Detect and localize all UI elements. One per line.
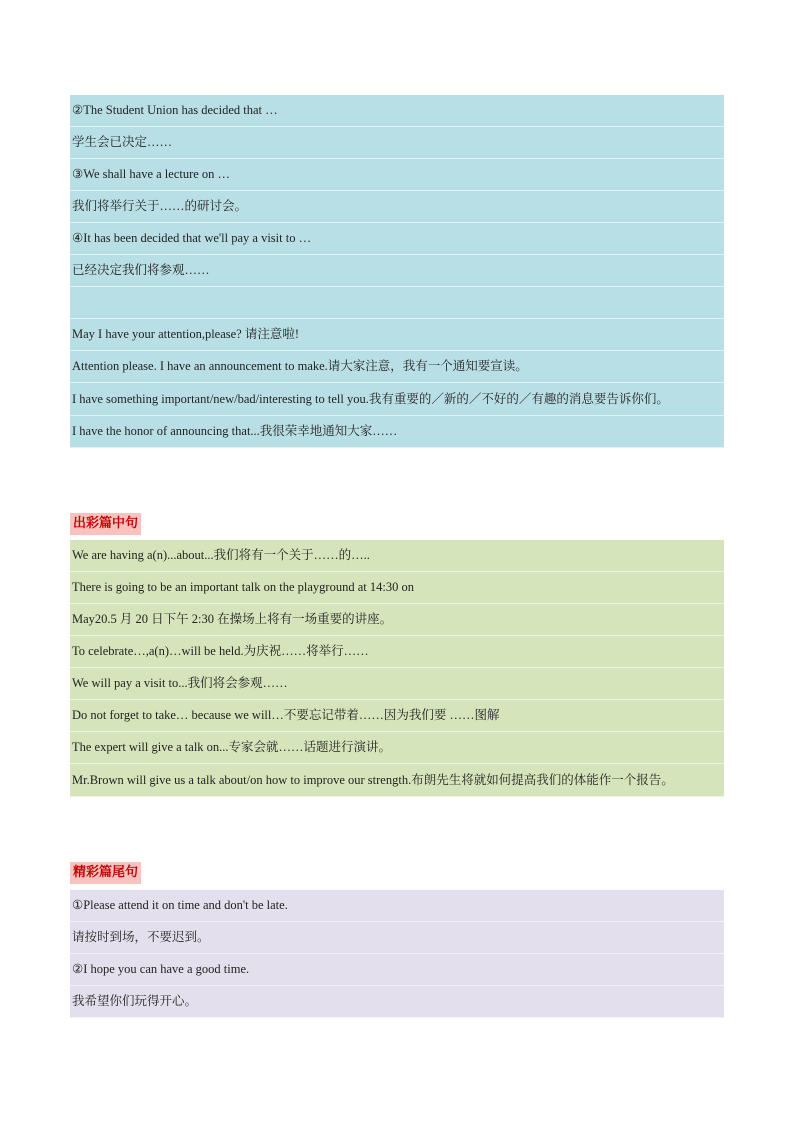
section-2-table xyxy=(70,540,724,797)
sentence-row: May I have your attention,please? 请注意啦! xyxy=(70,319,724,351)
sentence-row: 请按时到场，不要迟到。 xyxy=(70,922,724,954)
sentence-row: I have the honor of announcing that...我很荣幸地通知大家…… xyxy=(70,416,724,448)
sentence-row xyxy=(70,287,724,319)
section-3-heading: 精彩篇尾句 xyxy=(70,862,141,884)
sentence-row: Do not forget to take… because we will…不要忘记带着……因为我们要 ……图解 xyxy=(70,700,724,732)
sentence-row: Mr.Brown will give us a talk about/on how to improve our strength.布朗先生将就如何提高我们的体能作一个报告。 xyxy=(70,764,724,797)
sentence-row: May20.5 月 20 日下午 2:30 在操场上将有一场重要的讲座。 xyxy=(70,604,724,636)
sentence-row: To celebrate…,a(n)…will be held.为庆祝……将举行…… xyxy=(70,636,724,668)
section-1-table xyxy=(70,95,724,448)
sentence-row: 已经决定我们将参观…… xyxy=(70,255,724,287)
sentence-row: Attention please. I have an announcement to make.请大家注意，我有一个通知要宣读。 xyxy=(70,351,724,383)
sentence-row: 我们将举行关于……的研讨会。 xyxy=(70,191,724,223)
sentence-row: We will pay a visit to...我们将会参观…… xyxy=(70,668,724,700)
sentence-row: ④It has been decided that we'll pay a visit to … xyxy=(70,223,724,255)
sentence-row: The expert will give a talk on...专家会就……话题进行演讲。 xyxy=(70,732,724,764)
sentence-row: 我希望你们玩得开心。 xyxy=(70,986,724,1018)
section-2-heading: 出彩篇中句 xyxy=(70,513,141,535)
section-3-table xyxy=(70,890,724,1018)
sentence-row: ②The Student Union has decided that … xyxy=(70,95,724,127)
sentence-row: I have something important/new/bad/interesting to tell you.我有重要的／新的／不好的／有趣的消息要告诉你们。 xyxy=(70,383,724,416)
sentence-row: ③We shall have a lecture on … xyxy=(70,159,724,191)
sentence-row: 学生会已决定…… xyxy=(70,127,724,159)
sentence-row: There is going to be an important talk on the playground at 14:30 on xyxy=(70,572,724,604)
sentence-row: We are having a(n)...about...我们将有一个关于……的….. xyxy=(70,540,724,572)
sentence-row: ①Please attend it on time and don't be late. xyxy=(70,890,724,922)
sentence-row: ②I hope you can have a good time. xyxy=(70,954,724,986)
